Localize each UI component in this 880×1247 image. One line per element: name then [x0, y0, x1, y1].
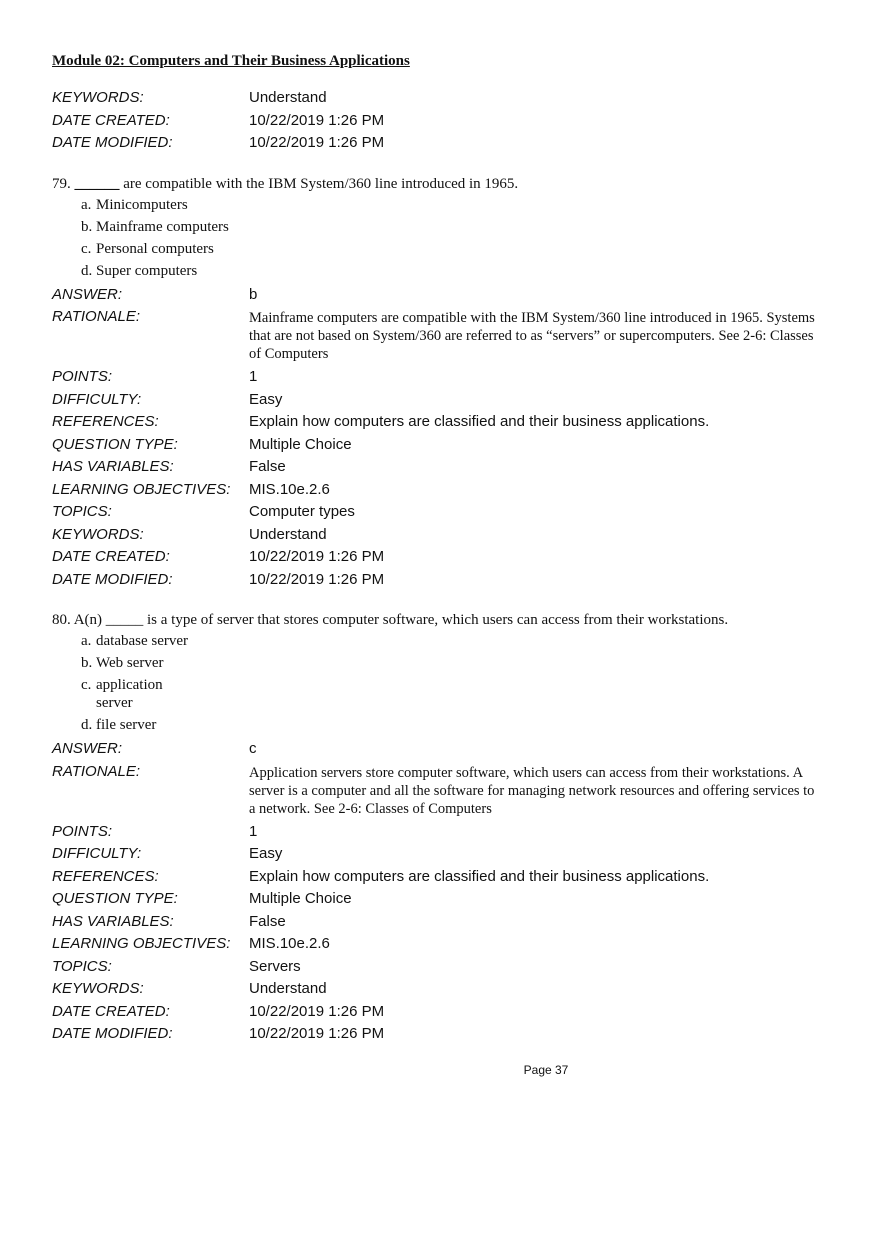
- label: DATE CREATED:: [52, 1002, 170, 1020]
- label: QUESTION TYPE:: [52, 890, 178, 907]
- value: 10/22/2019 1:26 PM: [249, 1002, 385, 1020]
- choice-letter: b.: [81, 655, 93, 671]
- label: DATE CREATED:: [52, 111, 170, 129]
- value: 1: [249, 368, 258, 385]
- choice-a: [81, 196, 832, 214]
- choice-list: [81, 196, 832, 280]
- meta-row-learning-objectives: [52, 933, 832, 956]
- label: TOPICS:: [52, 503, 112, 520]
- question-stem: [52, 174, 832, 194]
- label: ANSWER:: [52, 740, 123, 757]
- choice-d: [81, 716, 832, 734]
- value: Application servers store computer software, which users can access from their workstations. A server is a computer and all the software for managing network resources and offering services to a network. See 2-6: Classes of Computers: [249, 764, 815, 817]
- label: DIFFICULTY:: [52, 390, 142, 408]
- value: False: [249, 458, 286, 475]
- choice-text: Web server: [96, 655, 164, 671]
- value: Easy: [249, 845, 283, 862]
- choice-text: application server: [96, 677, 163, 711]
- meta-row-date-created: [52, 546, 832, 569]
- value: MIS.10e.2.6: [249, 935, 330, 952]
- choice-text: file server: [96, 717, 157, 733]
- value: 10/22/2019 1:26 PM: [249, 570, 385, 588]
- value: Understand: [249, 525, 327, 543]
- choice-letter: c.: [81, 677, 92, 693]
- choice-letter: a.: [81, 196, 92, 213]
- question-number: 80.: [52, 612, 71, 628]
- meta-row-topics: [52, 956, 832, 979]
- value: Understand: [249, 980, 327, 997]
- meta-row-keywords: [52, 87, 832, 110]
- meta-row-points: [52, 366, 832, 389]
- choice-d: [81, 262, 832, 280]
- label: DATE MODIFIED:: [52, 134, 173, 151]
- meta-row-rationale: [52, 761, 832, 821]
- meta-row-date-modified: [52, 569, 832, 592]
- choice-letter: d.: [81, 717, 93, 733]
- page-footer: [0, 1063, 880, 1077]
- meta-row-difficulty: [52, 389, 832, 412]
- meta-row-keywords: [52, 524, 832, 547]
- choice-c: [81, 240, 832, 258]
- label: REFERENCES:: [52, 413, 159, 430]
- label: HAS VARIABLES:: [52, 912, 174, 930]
- value: 1: [249, 822, 258, 840]
- choice-b: [81, 218, 832, 236]
- meta-row-difficulty: [52, 843, 832, 866]
- document-page: [52, 50, 832, 1046]
- label: REFERENCES:: [52, 867, 159, 885]
- choice-text: Mainframe computers: [96, 218, 229, 235]
- question-stem: [52, 610, 832, 630]
- value: Easy: [249, 390, 283, 408]
- meta-row-references: [52, 866, 832, 889]
- choice-list: [81, 632, 832, 734]
- choice-text: Super computers: [96, 262, 198, 279]
- question-blank: ______: [74, 175, 120, 192]
- meta-row-question-type: [52, 888, 832, 911]
- label: LEARNING OBJECTIVES:: [52, 935, 231, 952]
- meta-row-rationale: [52, 306, 832, 366]
- meta-row-answer: [52, 284, 832, 307]
- choice-text: Minicomputers: [96, 196, 188, 213]
- value: Servers: [249, 957, 301, 975]
- meta-row-has-variables: [52, 456, 832, 479]
- label: LEARNING OBJECTIVES:: [52, 480, 231, 498]
- choice-b: [81, 654, 832, 672]
- label: QUESTION TYPE:: [52, 435, 178, 453]
- meta-row-has-variables: [52, 911, 832, 934]
- value: b: [249, 285, 258, 303]
- meta-row-date-created: [52, 1001, 832, 1024]
- choice-text: Personal computers: [96, 240, 214, 257]
- value: 10/22/2019 1:26 PM: [249, 548, 385, 565]
- choice-letter: b.: [81, 218, 93, 235]
- value: Mainframe computers are compatible with the IBM System/360 line introduced in 1965. Systems that are not based on System/360 are referred to as “servers” or supercomputers. See 2-6: Classes of Computers: [249, 310, 815, 362]
- meta-row-keywords: [52, 978, 832, 1001]
- meta-row-learning-objectives: [52, 479, 832, 502]
- label: KEYWORDS:: [52, 980, 144, 997]
- value: Multiple Choice: [249, 435, 352, 453]
- prev-question-meta: [52, 87, 832, 155]
- label: RATIONALE:: [52, 762, 141, 780]
- choice-letter: a.: [81, 633, 92, 649]
- label: POINTS:: [52, 368, 113, 385]
- label: KEYWORDS:: [52, 525, 144, 543]
- choice-c: [81, 676, 832, 712]
- value: MIS.10e.2.6: [249, 480, 330, 498]
- value: Computer types: [249, 503, 355, 520]
- value: Multiple Choice: [249, 890, 352, 907]
- value: Understand: [249, 89, 327, 106]
- label: POINTS:: [52, 822, 113, 840]
- meta-row-references: [52, 411, 832, 434]
- label: KEYWORDS:: [52, 89, 144, 106]
- question-text: A(n) _____ is a type of server that stores computer software, which users can access from their workstations.: [73, 612, 729, 628]
- value: Explain how computers are classified and their business applications.: [249, 413, 710, 430]
- label: DATE MODIFIED:: [52, 1025, 173, 1042]
- meta-row-question-type: [52, 434, 832, 457]
- meta-row-points: [52, 821, 832, 844]
- label: RATIONALE:: [52, 308, 141, 325]
- choice-letter: c.: [81, 240, 92, 257]
- label: TOPICS:: [52, 957, 112, 975]
- meta-row-topics: [52, 501, 832, 524]
- label: DATE MODIFIED:: [52, 570, 173, 588]
- label: DATE CREATED:: [52, 548, 170, 565]
- meta-row-date-modified: [52, 132, 832, 155]
- value: False: [249, 912, 286, 930]
- value: 10/22/2019 1:26 PM: [249, 111, 385, 129]
- module-title: Module 02: Computers and Their Business Applications: [52, 53, 410, 69]
- choice-a: [81, 632, 832, 650]
- value: Explain how computers are classified and their business applications.: [249, 867, 710, 885]
- question-text: are compatible with the IBM System/360 line introduced in 1965.: [119, 175, 519, 192]
- value: c: [249, 740, 257, 757]
- meta-row-date-modified: [52, 1023, 832, 1046]
- value: 10/22/2019 1:26 PM: [249, 134, 385, 151]
- choice-text: database server: [96, 633, 189, 649]
- value: 10/22/2019 1:26 PM: [249, 1025, 385, 1042]
- question-79: [52, 174, 832, 592]
- choice-letter: d.: [81, 262, 93, 279]
- question-80: [52, 610, 832, 1046]
- label: HAS VARIABLES:: [52, 458, 174, 475]
- page-number: Page 37: [523, 1063, 569, 1077]
- meta-row-date-created: [52, 110, 832, 133]
- label: ANSWER:: [52, 285, 123, 303]
- label: DIFFICULTY:: [52, 845, 142, 862]
- question-number: 79.: [52, 175, 71, 192]
- meta-row-answer: [52, 738, 832, 761]
